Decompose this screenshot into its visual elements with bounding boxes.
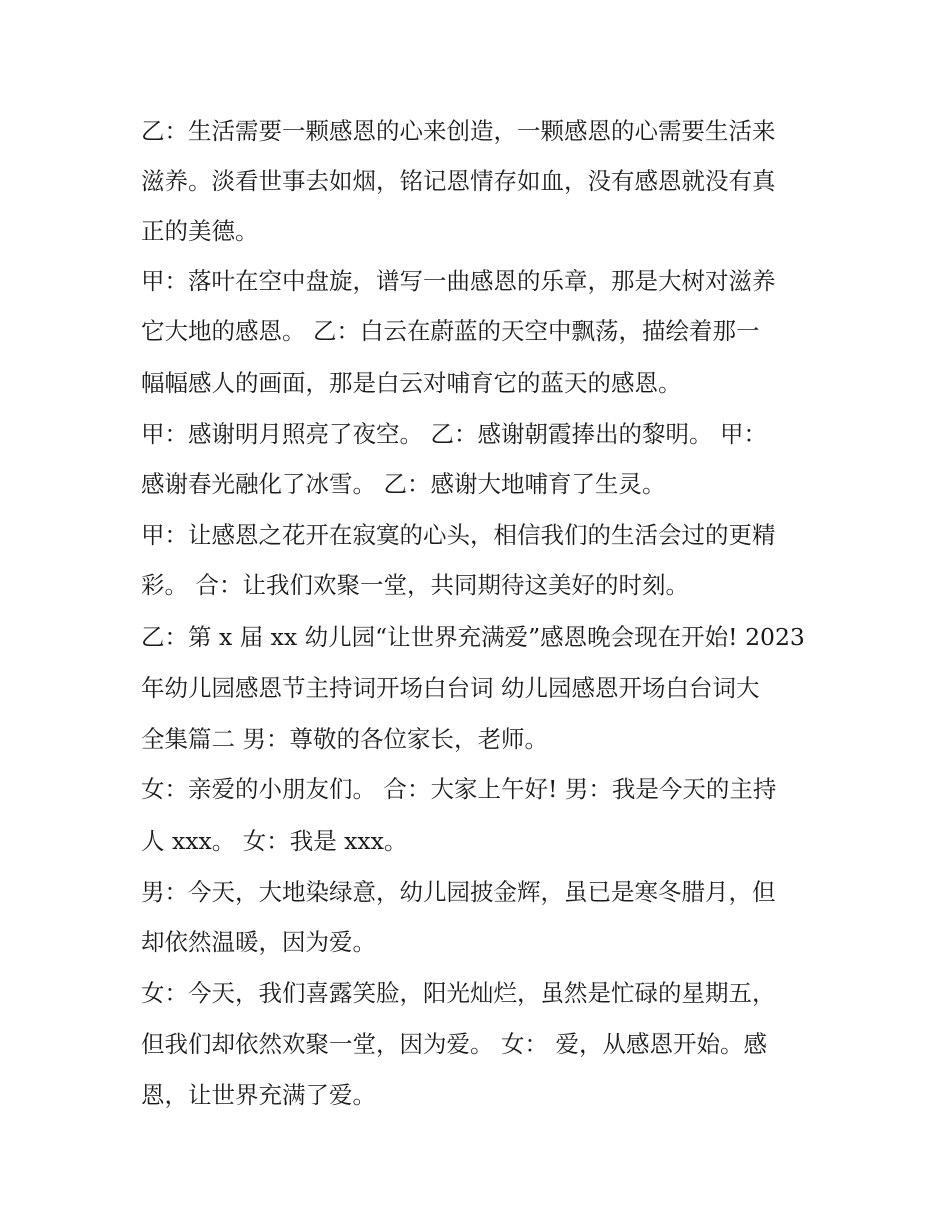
text-line: 彩。 合：让我们欢聚一堂，共同期待这美好的时刻。 [141, 571, 689, 599]
text-line: 感谢春光融化了冰雪。 乙：感谢大地哺育了生灵。 [141, 470, 666, 498]
text-line: 乙：生活需要一颗感恩的心来创造，一颗感恩的心需要生活来 [141, 117, 776, 145]
text-line: 滋养。淡看世事去如烟，铭记恩情存如血，没有感恩就没有真 [141, 167, 776, 195]
text-line: 甲：让感恩之花开在寂寞的心头，相信我们的生活会过的更精 [141, 521, 776, 549]
text-line: 却依然温暖，因为爱。 [141, 928, 376, 956]
text-line: 正的美德。 [141, 217, 259, 245]
text-line: 人 xxx。 女：我是 xxx。 [141, 827, 408, 855]
text-line: 乙：第 x 届 xx 幼儿园“让世界充满爱”感恩晚会现在开始! 2023 [141, 623, 805, 651]
text-line: 恩，让世界充满了爱。 [141, 1081, 376, 1109]
text-line: 甲：感谢明月照亮了夜空。 乙：感谢朝霞捧出的黎明。 甲： [141, 420, 767, 448]
text-line: 它大地的感恩。 乙：白云在蔚蓝的天空中飘荡，描绘着那一 [141, 317, 760, 345]
text-line: 但我们却依然欢聚一堂，因为爱。 女： 爱，从感恩开始。感 [141, 1030, 767, 1058]
text-line: 年幼儿园感恩节主持词开场白台词 幼儿园感恩开场白台词大 [141, 674, 760, 702]
text-line: 女：今天，我们喜露笑脸，阳光灿烂，虽然是忙碌的星期五， [141, 979, 776, 1007]
text-line: 幅幅感人的画面，那是白云对哺育它的蓝天的感恩。 [141, 369, 682, 397]
text-line: 男：今天，大地染绿意，幼儿园披金辉，虽已是寒冬腊月，但 [141, 878, 776, 906]
text-line: 女：亲爱的小朋友们。 合：大家上午好! 男：我是今天的主持 [141, 775, 777, 803]
text-line: 全集篇二 男：尊敬的各位家长，老师。 [141, 725, 548, 753]
text-line: 甲：落叶在空中盘旋，谱写一曲感恩的乐章，那是大树对滋养 [141, 267, 776, 295]
